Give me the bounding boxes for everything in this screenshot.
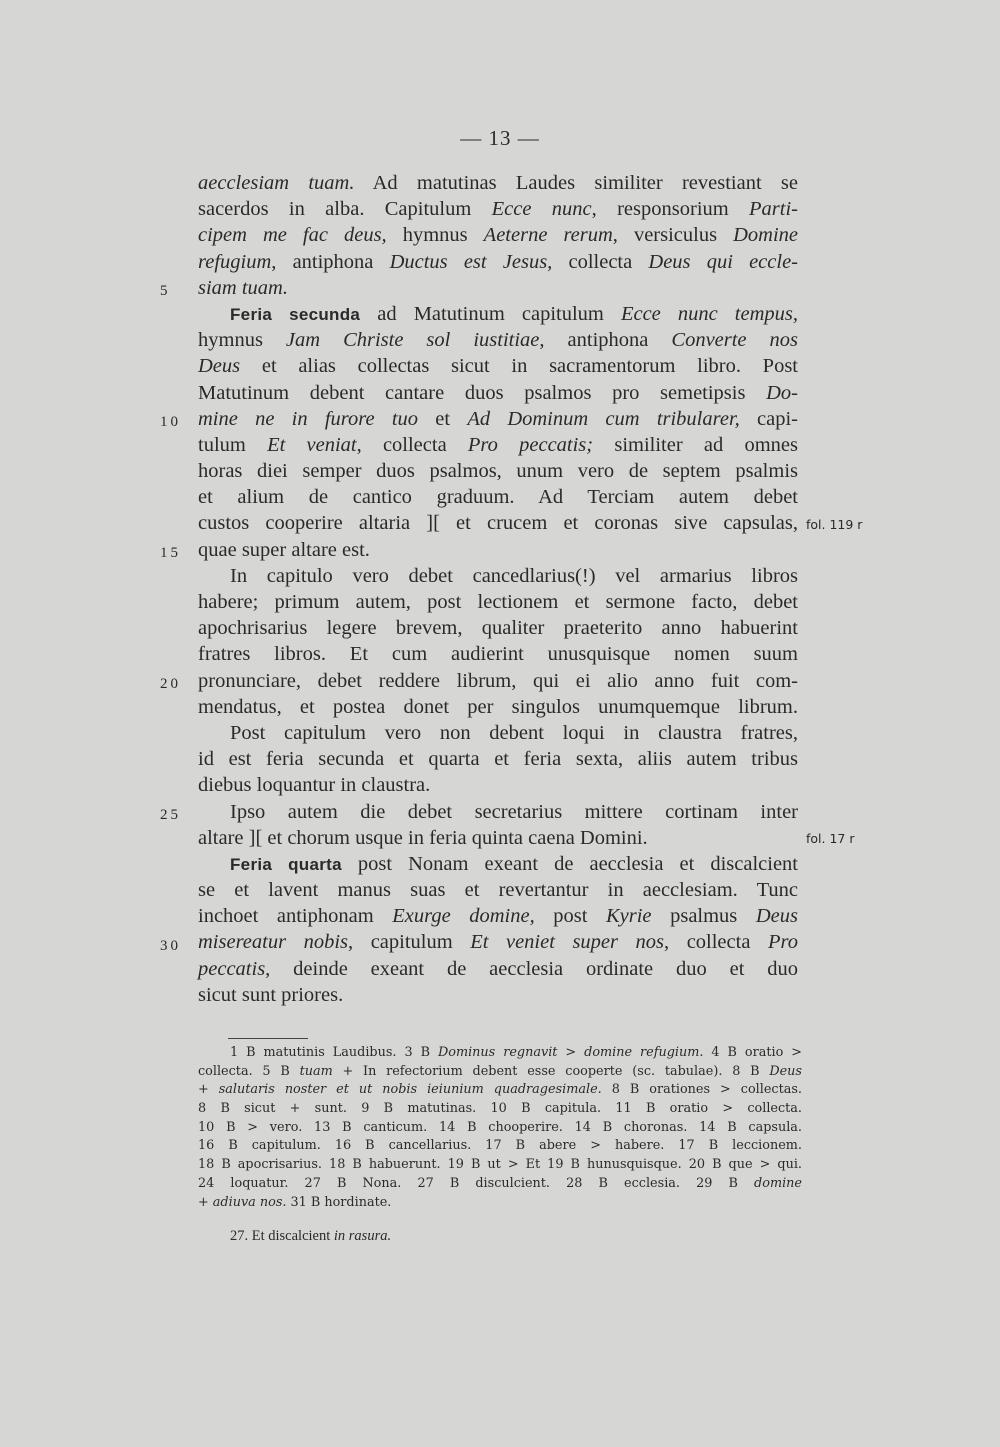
text-line: tulum Et veniat, collecta Pro peccatis; similiter ad omnes — [198, 433, 798, 456]
footnote-line: 10 B > vero. 13 B canticum. 14 B chooperire. 14 B choronas. 14 B capsula. — [198, 1119, 802, 1135]
line-number: 25 — [160, 807, 181, 823]
line-number: 30 — [160, 938, 181, 954]
text-line: diebus loquantur in claustra. — [198, 774, 431, 797]
text-line: hymnus Jam Christe sol iustitiae, antiphona Converte nos — [198, 329, 799, 352]
text-line: se et lavent manus suas et revertantur in aecclesiam. Tunc — [198, 879, 798, 902]
text-line: peccatis, deinde exeant de aecclesia ordinate duo et duo — [198, 957, 798, 980]
text-line: inchoet antiphonam Exurge domine, post Kyrie psalmus Deus — [198, 905, 798, 928]
text-line: siam tuam. — [198, 276, 288, 299]
text-line: Feria quarta post Nonam exeant de aecclesia et discalcient — [230, 852, 798, 875]
text-line: id est feria secunda et quarta et feria sexta, aliis autem tribus — [198, 748, 798, 771]
body-text — [198, 170, 798, 1008]
folio-mark: fol. 119 r — [806, 517, 863, 532]
text-line: sacerdos in alba. Capitulum Ecce nunc, responsorium Parti- — [198, 198, 798, 221]
text-line: In capitulo vero debet cancedlarius(!) vel armarius libros — [230, 564, 798, 587]
footnote-rule — [228, 1038, 308, 1039]
text-line: mendatus, et postea donet per singulos unumquemque librum. — [198, 695, 798, 718]
extra-note: 27. Et discalcient in rasura. — [230, 1228, 392, 1244]
text-line: pronunciare, debet reddere librum, qui ei alio anno fuit com- — [198, 669, 798, 692]
text-line: custos cooperire altaria ][ et crucem et coronas sive capsulas, — [198, 512, 798, 535]
line-number: 20 — [160, 676, 181, 692]
footnote-line: 24 loquatur. 27 B Nona. 27 B disculcient. 28 B ecclesia. 29 B domine — [198, 1175, 802, 1191]
line-number: 10 — [160, 414, 181, 430]
text-line: apochrisarius legere brevem, qualiter praeterito anno habuerint — [198, 617, 798, 640]
footnote-line: collecta. 5 B tuam + In refectorium debent esse cooperte (sc. tabulae). 8 B Deus — [198, 1063, 802, 1079]
footnote-line: + salutaris noster et ut nobis ieiunium quadragesimale. 8 B orationes > collectas. — [198, 1082, 802, 1098]
text-line: cipem me fac deus, hymnus Aeterne rerum, versiculus Domine — [198, 224, 798, 247]
text-line: et alium de cantico graduum. Ad Terciam autem debet — [198, 486, 798, 509]
text-line: altare ][ et chorum usque in feria quinta caena Domini. — [198, 826, 648, 849]
text-line: fratres libros. Et cum audierint unusquisque nomen suum — [198, 643, 798, 666]
text-line: aecclesiam tuam. Ad matutinas Laudes similiter revestiant se — [198, 172, 798, 194]
text-line: misereatur nobis, capitulum Et veniet super nos, collecta Pro — [198, 931, 798, 954]
footnote-line: 8 B sicut + sunt. 9 B matutinas. 10 B capitula. 11 B oratio > collecta. — [198, 1101, 802, 1117]
page-number: — 13 — — [460, 126, 540, 150]
text-line: horas diei semper duos psalmos, unum vero de septem psalmis — [198, 460, 798, 483]
text-line: sicut sunt priores. — [198, 983, 344, 1006]
text-line: Post capitulum vero non debent loqui in claustra fratres, — [230, 721, 798, 744]
line-number: 15 — [160, 545, 181, 561]
text-line: Deus et alias collectas sicut in sacramentorum libro. Post — [198, 355, 798, 378]
footnote-line: 18 B apocrisarius. 18 B habuerunt. 19 B ut > Et 19 B hunusquisque. 20 B que > qui. — [198, 1157, 802, 1173]
text-line: habere; primum autem, post lectionem et sermone facto, debet — [198, 591, 798, 613]
text-line: Feria secunda ad Matutinum capitulum Ecce nunc tempus, — [230, 302, 798, 325]
footnotes — [198, 1044, 802, 1212]
text-line: refugium, antiphona Ductus est Jesus, collecta Deus qui eccle- — [198, 250, 798, 273]
folio-mark: fol. 17 r — [806, 831, 855, 846]
footnote-line: 16 B capitulum. 16 B cancellarius. 17 B abere > habere. 17 B leccionem. — [198, 1138, 802, 1154]
footnote-line: + adiuva nos. 31 B hordinate. — [198, 1194, 392, 1210]
text-line: Matutinum debent cantare duos psalmos pro semetipsis Do- — [198, 381, 798, 404]
footnote-line: 1 B matutinis Laudibus. 3 B Dominus regnavit > domine refugium. 4 B oratio > — [230, 1045, 803, 1060]
line-number: 5 — [160, 283, 171, 299]
text-line: Ipso autem die debet secretarius mittere cortinam inter — [230, 800, 798, 823]
text-line: mine ne in furore tuo et Ad Dominum cum tribularer, capi- — [198, 407, 798, 430]
text-line: quae super altare est. — [198, 538, 370, 561]
